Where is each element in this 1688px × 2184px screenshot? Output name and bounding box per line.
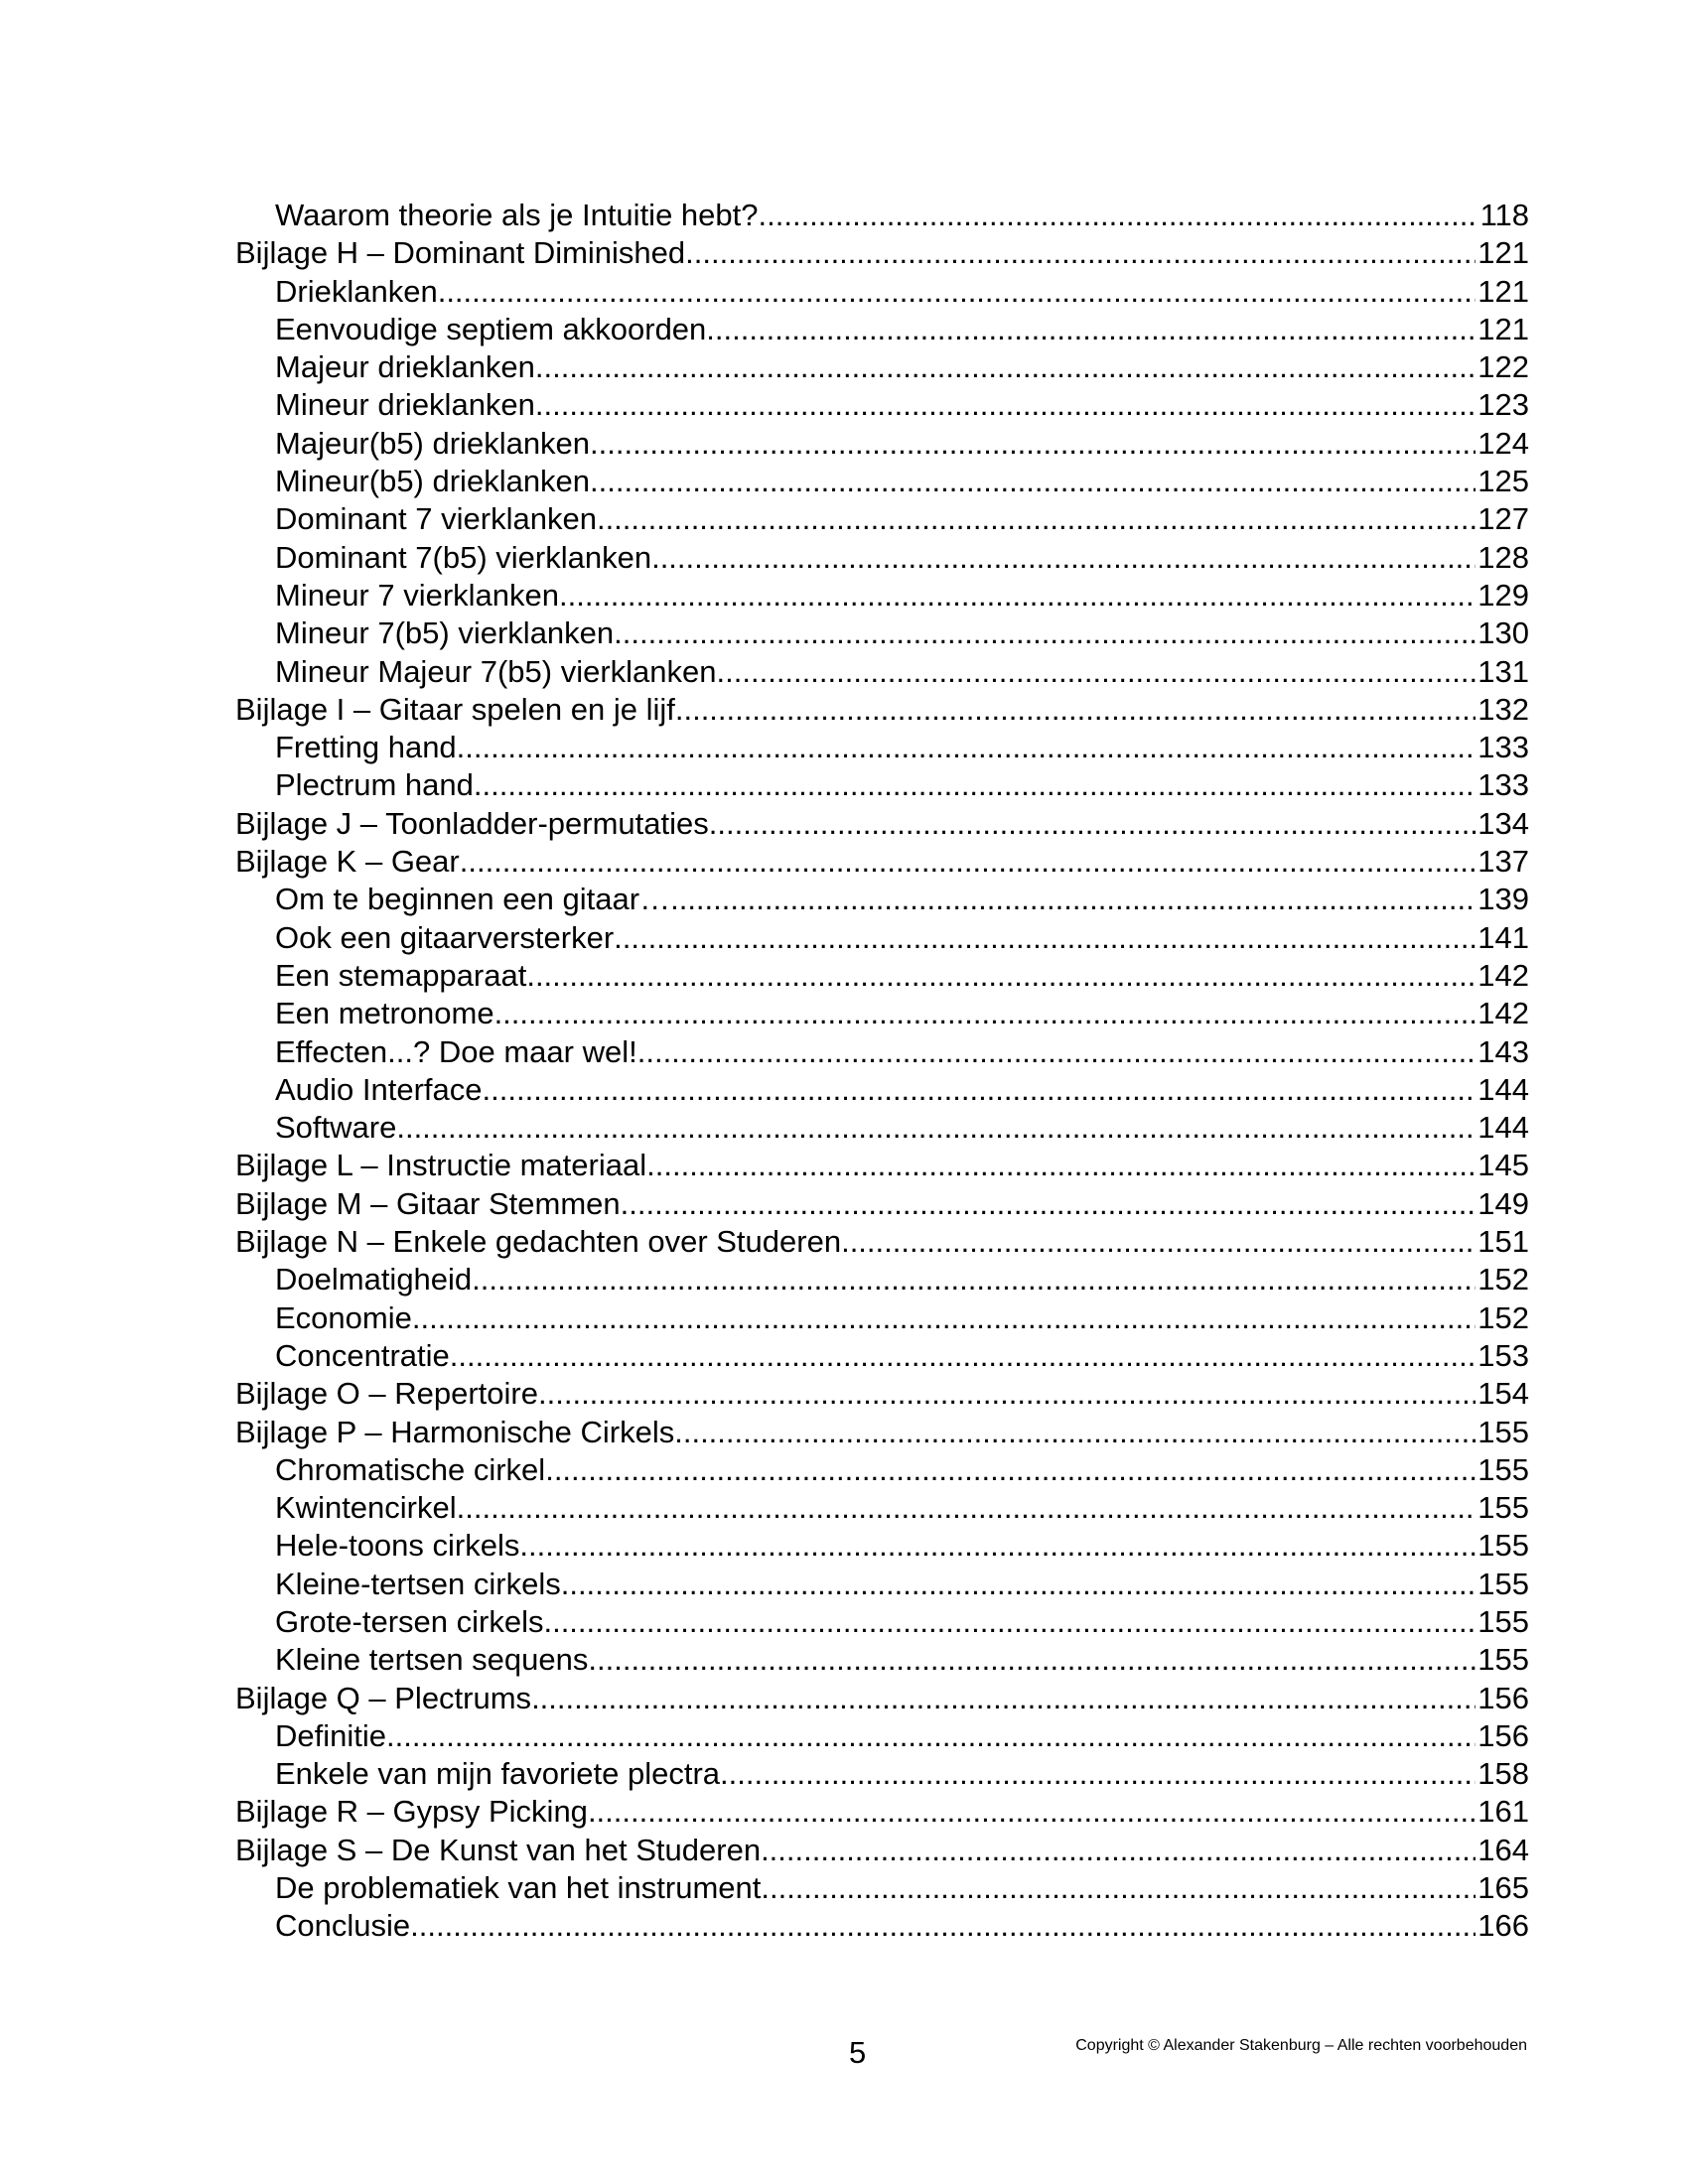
toc-entry-title: Kwintencirkel — [275, 1490, 457, 1526]
toc-entry-page: 149 — [1477, 1185, 1529, 1221]
toc-entry-page: 133 — [1477, 767, 1529, 803]
toc-entry-title: Audio Interface — [275, 1071, 483, 1107]
toc-entry[interactable] — [235, 386, 1529, 424]
toc-dot-leader — [535, 348, 1476, 386]
toc-entry[interactable] — [235, 311, 1529, 348]
toc-entry-page: 121 — [1477, 235, 1529, 271]
copyright-notice: Copyright © Alexander Stakenburg – Alle rechten voorbehouden — [1075, 2037, 1527, 2054]
toc-dot-leader — [706, 311, 1476, 348]
toc-entry[interactable] — [235, 919, 1529, 957]
toc-dot-leader — [386, 1717, 1476, 1755]
toc-dot-leader — [526, 957, 1476, 995]
toc-entry[interactable] — [235, 1299, 1529, 1337]
toc-dot-leader — [531, 1680, 1476, 1717]
toc-entry[interactable] — [235, 995, 1529, 1032]
toc-entry-page: 155 — [1477, 1642, 1529, 1678]
toc-dot-leader — [483, 1071, 1477, 1109]
toc-dot-leader — [651, 539, 1476, 577]
toc-entry[interactable] — [235, 653, 1529, 691]
toc-entry-page: 155 — [1477, 1451, 1529, 1487]
toc-dot-leader — [841, 1223, 1476, 1261]
toc-entry-page: 124 — [1477, 425, 1529, 461]
toc-entry-title: Conclusie — [275, 1908, 411, 1944]
toc-entry[interactable] — [235, 1832, 1529, 1869]
toc-entry[interactable] — [235, 1185, 1529, 1223]
toc-dot-leader — [460, 843, 1477, 881]
toc-entry-title: Mineur 7(b5) vierklanken — [275, 615, 615, 651]
toc-entry-title: Economie — [275, 1299, 412, 1335]
toc-entry-title: Plectrum hand — [275, 767, 474, 803]
toc-entry-page: 137 — [1477, 844, 1529, 880]
toc-entry-title: Om te beginnen een gitaar… — [275, 882, 671, 917]
toc-entry[interactable] — [235, 1793, 1529, 1831]
toc-entry-title: Bijlage H – Dominant Diminished — [235, 235, 686, 271]
toc-entry-title: Bijlage R – Gypsy Picking — [235, 1794, 588, 1830]
toc-entry-title: Dominant 7 vierklanken — [275, 501, 597, 537]
toc-entry[interactable] — [235, 614, 1529, 652]
toc-entry[interactable] — [235, 1414, 1529, 1451]
toc-dot-leader — [588, 1793, 1476, 1831]
toc-dot-leader — [590, 463, 1476, 500]
toc-entry[interactable] — [235, 1641, 1529, 1679]
toc-entry[interactable] — [235, 729, 1529, 766]
toc-entry[interactable] — [235, 1566, 1529, 1603]
toc-entry-title: Grote-tersen cirkels — [275, 1603, 544, 1639]
toc-dot-leader — [519, 1527, 1476, 1565]
toc-entry[interactable] — [235, 1261, 1529, 1298]
toc-entry-title: Bijlage O – Repertoire — [235, 1376, 538, 1412]
toc-entry-page: 128 — [1477, 539, 1529, 575]
toc-entry-title: Mineur Majeur 7(b5) vierklanken — [275, 653, 717, 689]
toc-entry-page: 118 — [1479, 198, 1529, 232]
toc-dot-leader — [717, 653, 1477, 691]
toc-entry[interactable] — [235, 1337, 1529, 1375]
toc-entry[interactable] — [235, 1527, 1529, 1565]
toc-dot-leader — [588, 1641, 1476, 1679]
toc-entry-title: Doelmatigheid — [275, 1262, 473, 1297]
toc-entry-page: 145 — [1477, 1148, 1529, 1183]
toc-entry-page: 142 — [1477, 996, 1529, 1031]
toc-entry-title: Bijlage N – Enkele gedachten over Studeren — [235, 1224, 842, 1260]
toc-entry-page: 155 — [1477, 1603, 1529, 1639]
toc-entry[interactable] — [235, 1680, 1529, 1717]
toc-entry-page: 125 — [1477, 464, 1529, 499]
toc-entry[interactable] — [235, 843, 1529, 881]
toc-entry-page: 131 — [1477, 653, 1529, 689]
toc-entry-title: Bijlage P – Harmonische Cirkels — [235, 1414, 675, 1449]
toc-entry[interactable] — [235, 1907, 1529, 1945]
toc-entry[interactable] — [235, 957, 1529, 995]
toc-entry-page: 156 — [1477, 1680, 1529, 1715]
toc-entry[interactable] — [235, 1489, 1529, 1527]
toc-entry-title: Bijlage K – Gear — [235, 844, 460, 880]
toc-entry[interactable] — [235, 1375, 1529, 1413]
toc-dot-leader — [637, 1033, 1477, 1071]
toc-entry[interactable] — [235, 1223, 1529, 1261]
toc-entry-title: Bijlage M – Gitaar Stemmen — [235, 1185, 621, 1221]
toc-entry-title: Eenvoudige septiem akkoorden — [275, 311, 707, 346]
toc-dot-leader — [438, 273, 1477, 311]
toc-entry-title: Dominant 7(b5) vierklanken — [275, 539, 652, 575]
toc-entry-page: 154 — [1477, 1376, 1529, 1412]
toc-entry-page: 151 — [1477, 1224, 1529, 1260]
toc-entry[interactable] — [235, 500, 1529, 538]
toc-entry-page: 161 — [1477, 1794, 1529, 1830]
toc-entry-page: 129 — [1477, 577, 1529, 613]
toc-entry-page: 166 — [1477, 1908, 1529, 1944]
toc-entry[interactable] — [235, 463, 1529, 500]
toc-entry-page: 155 — [1477, 1414, 1529, 1449]
toc-entry-title: Enkele van mijn favoriete plectra — [275, 1756, 721, 1792]
toc-entry-title: Bijlage S – De Kunst van het Studeren — [235, 1832, 762, 1867]
toc-entry[interactable] — [235, 348, 1529, 386]
toc-entry[interactable] — [235, 1109, 1529, 1147]
toc-dot-leader — [646, 1147, 1476, 1184]
toc-entry-page: 155 — [1477, 1566, 1529, 1601]
toc-entry-title: Fretting hand — [275, 730, 457, 765]
toc-entry-page: 123 — [1477, 387, 1529, 423]
toc-entry[interactable] — [235, 1033, 1529, 1071]
toc-entry-title: Software — [275, 1110, 397, 1146]
toc-entry-page: 155 — [1477, 1528, 1529, 1564]
toc-entry-title: De problematiek van het instrument — [275, 1870, 762, 1906]
toc-entry-title: Bijlage Q – Plectrums — [235, 1680, 532, 1715]
toc-dot-leader — [412, 1299, 1476, 1337]
toc-entry-page: 127 — [1477, 501, 1529, 537]
toc-dot-leader — [590, 425, 1476, 463]
toc-dot-leader — [450, 1337, 1476, 1375]
toc-dot-leader — [457, 729, 1477, 766]
toc-dot-leader — [545, 1451, 1476, 1489]
toc-entry-title: Een stemapparaat — [275, 957, 527, 993]
toc-entry-title: Concentratie — [275, 1337, 450, 1373]
toc-entry-title: Definitie — [275, 1717, 386, 1753]
toc-entry-page: 152 — [1477, 1262, 1529, 1297]
toc-entry-page: 158 — [1477, 1756, 1529, 1792]
toc-entry-page: 130 — [1477, 615, 1529, 651]
toc-entry-title: Effecten...? Doe maar wel! — [275, 1033, 637, 1069]
toc-entry[interactable] — [235, 1071, 1529, 1109]
toc-dot-leader — [410, 1907, 1476, 1945]
toc-entry-title: Een metronome — [275, 996, 494, 1031]
toc-entry[interactable] — [235, 577, 1529, 614]
toc-entry[interactable] — [235, 425, 1529, 463]
toc-entry-title: Mineur drieklanken — [275, 387, 535, 423]
toc-entry-title: Majeur(b5) drieklanken — [275, 425, 591, 461]
toc-entry[interactable] — [235, 197, 1529, 234]
toc-entry-page: 142 — [1477, 957, 1529, 993]
toc-entry[interactable] — [235, 691, 1529, 729]
toc-dot-leader — [561, 1566, 1477, 1603]
toc-entry[interactable] — [235, 1869, 1529, 1907]
toc-dot-leader — [457, 1489, 1477, 1527]
toc-dot-leader — [685, 234, 1476, 272]
toc-dot-leader — [621, 1185, 1477, 1223]
toc-dot-leader — [538, 1375, 1476, 1413]
toc-entry-page: 144 — [1477, 1110, 1529, 1146]
toc-entry[interactable] — [235, 881, 1529, 918]
toc-entry-page: 141 — [1477, 919, 1529, 955]
toc-dot-leader — [670, 881, 1476, 918]
toc-dot-leader — [709, 805, 1477, 843]
toc-dot-leader — [535, 386, 1476, 424]
toc-entry[interactable] — [235, 805, 1529, 843]
toc-entry-title: Drieklanken — [275, 273, 438, 309]
toc-entry[interactable] — [235, 1717, 1529, 1755]
toc-entry-page: 134 — [1477, 805, 1529, 841]
toc-entry-title: Chromatische cirkel — [275, 1451, 546, 1487]
toc-dot-leader — [761, 1832, 1476, 1869]
toc-dot-leader — [494, 995, 1477, 1032]
toc-entry-title: Majeur drieklanken — [275, 349, 535, 385]
toc-entry[interactable] — [235, 766, 1529, 804]
toc-entry-title: Bijlage I – Gitaar spelen en je lijf — [235, 691, 675, 727]
toc-entry-title: Ook een gitaarversterker — [275, 919, 615, 955]
toc-entry-page: 153 — [1477, 1337, 1529, 1373]
toc-entry-page: 121 — [1477, 273, 1529, 309]
table-of-contents — [235, 197, 1529, 1946]
toc-entry[interactable] — [235, 1451, 1529, 1489]
toc-dot-leader — [472, 1261, 1476, 1298]
toc-entry[interactable] — [235, 1755, 1529, 1793]
toc-dot-leader — [761, 1869, 1476, 1907]
toc-entry-page: 155 — [1477, 1490, 1529, 1526]
toc-dot-leader — [675, 691, 1476, 729]
toc-entry-title: Waarom theorie als je Intuitie hebt? — [275, 198, 759, 232]
toc-dot-leader — [720, 1755, 1476, 1793]
toc-dot-leader — [559, 577, 1476, 614]
toc-entry-page: 133 — [1477, 730, 1529, 765]
toc-entry-page: 132 — [1477, 691, 1529, 727]
toc-dot-leader — [543, 1603, 1476, 1641]
toc-entry-page: 143 — [1477, 1033, 1529, 1069]
toc-dot-leader — [474, 766, 1476, 804]
toc-entry[interactable] — [235, 273, 1529, 311]
toc-entry-page: 144 — [1477, 1071, 1529, 1107]
toc-entry-title: Mineur(b5) drieklanken — [275, 464, 591, 499]
toc-dot-leader — [597, 500, 1476, 538]
toc-entry-page: 139 — [1477, 882, 1529, 917]
toc-entry-page: 152 — [1477, 1299, 1529, 1335]
toc-entry-title: Bijlage L – Instructie materiaal — [235, 1148, 647, 1183]
toc-entry[interactable] — [235, 539, 1529, 577]
toc-dot-leader — [396, 1109, 1476, 1147]
toc-entry-page: 165 — [1477, 1870, 1529, 1906]
toc-dot-leader — [674, 1414, 1476, 1451]
toc-dot-leader — [614, 919, 1476, 957]
toc-entry-title: Hele-toons cirkels — [275, 1528, 520, 1564]
toc-dot-leader — [614, 614, 1476, 652]
toc-entry-page: 156 — [1477, 1717, 1529, 1753]
toc-entry[interactable] — [235, 1147, 1529, 1184]
toc-dot-leader — [759, 197, 1478, 234]
toc-entry-title: Kleine tertsen sequens — [275, 1642, 589, 1678]
toc-entry-title: Bijlage J – Toonladder-permutaties — [235, 805, 709, 841]
toc-entry[interactable] — [235, 1603, 1529, 1641]
toc-entry-title: Mineur 7 vierklanken — [275, 577, 560, 613]
toc-entry-title: Kleine-tertsen cirkels — [275, 1566, 561, 1601]
toc-entry-page: 164 — [1477, 1832, 1529, 1867]
page-number: 5 — [849, 2035, 867, 2070]
toc-entry-page: 122 — [1477, 349, 1529, 385]
toc-entry[interactable] — [235, 234, 1529, 272]
toc-entry-page: 121 — [1477, 311, 1529, 346]
